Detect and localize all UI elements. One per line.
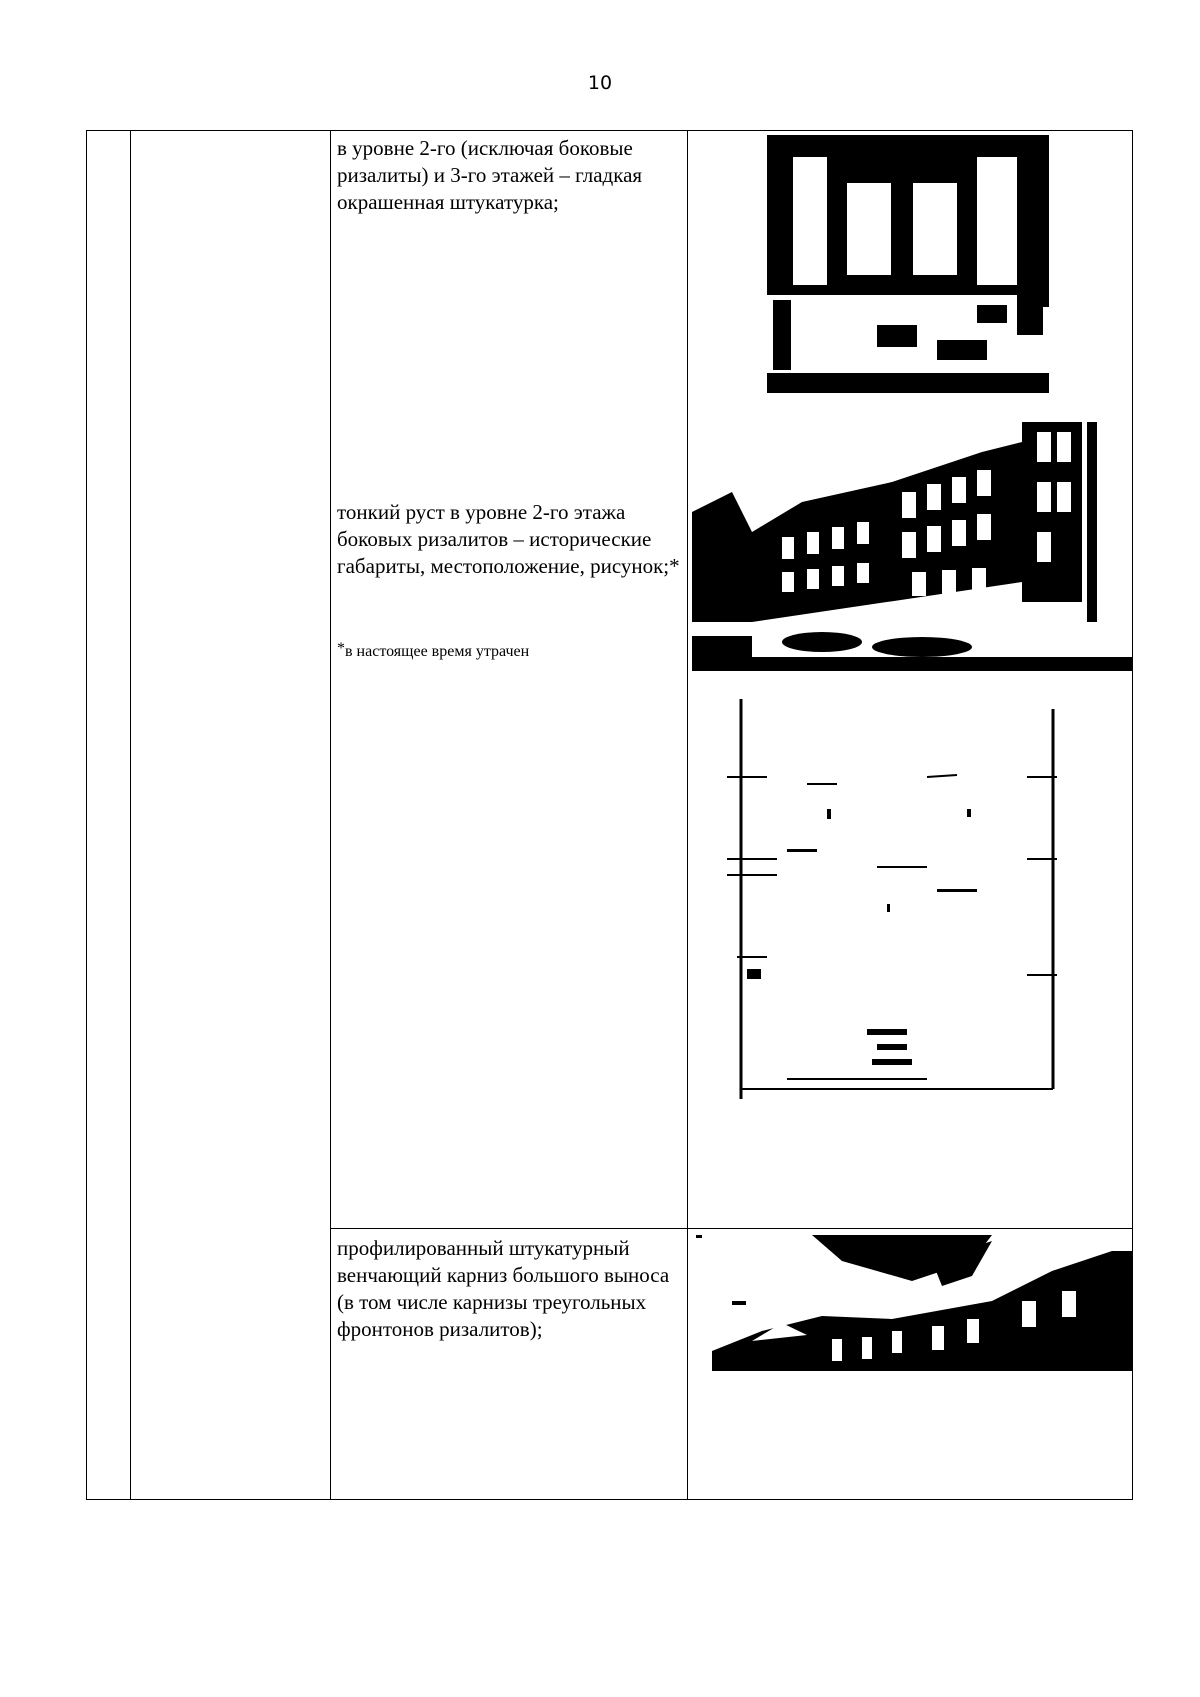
page-number: 10 [587, 72, 613, 94]
facade-photo-icon [767, 135, 1049, 393]
row-divider [330, 1228, 1132, 1229]
row-1-text: в уровне 2-го (исключая боковые ризалиты) и 3-го этажей – гладкая окрашенная штукатурка; [337, 136, 643, 214]
row-3-text: профилированный штукатурный венчающий карниз большого выноса (в том числе карнизы треугольных фронтонов ризалитов); [337, 1236, 670, 1341]
row-2-note [337, 639, 682, 662]
row-2-text: тонкий руст в уровне 2-го этажа боковых ризалитов – исторические габариты, местоположение, рисунок;* [337, 500, 680, 578]
column-divider [330, 131, 331, 1499]
note-asterisk: * [337, 640, 345, 657]
cornice-photo-icon [692, 1231, 1132, 1371]
document-table [86, 130, 1133, 1500]
elevation-drawing-icon [727, 699, 1067, 1119]
note-text: в настоящее время утрачен [345, 643, 530, 660]
building-photo-icon [692, 422, 1132, 671]
column-divider [130, 131, 131, 1499]
column-divider [687, 131, 688, 1499]
